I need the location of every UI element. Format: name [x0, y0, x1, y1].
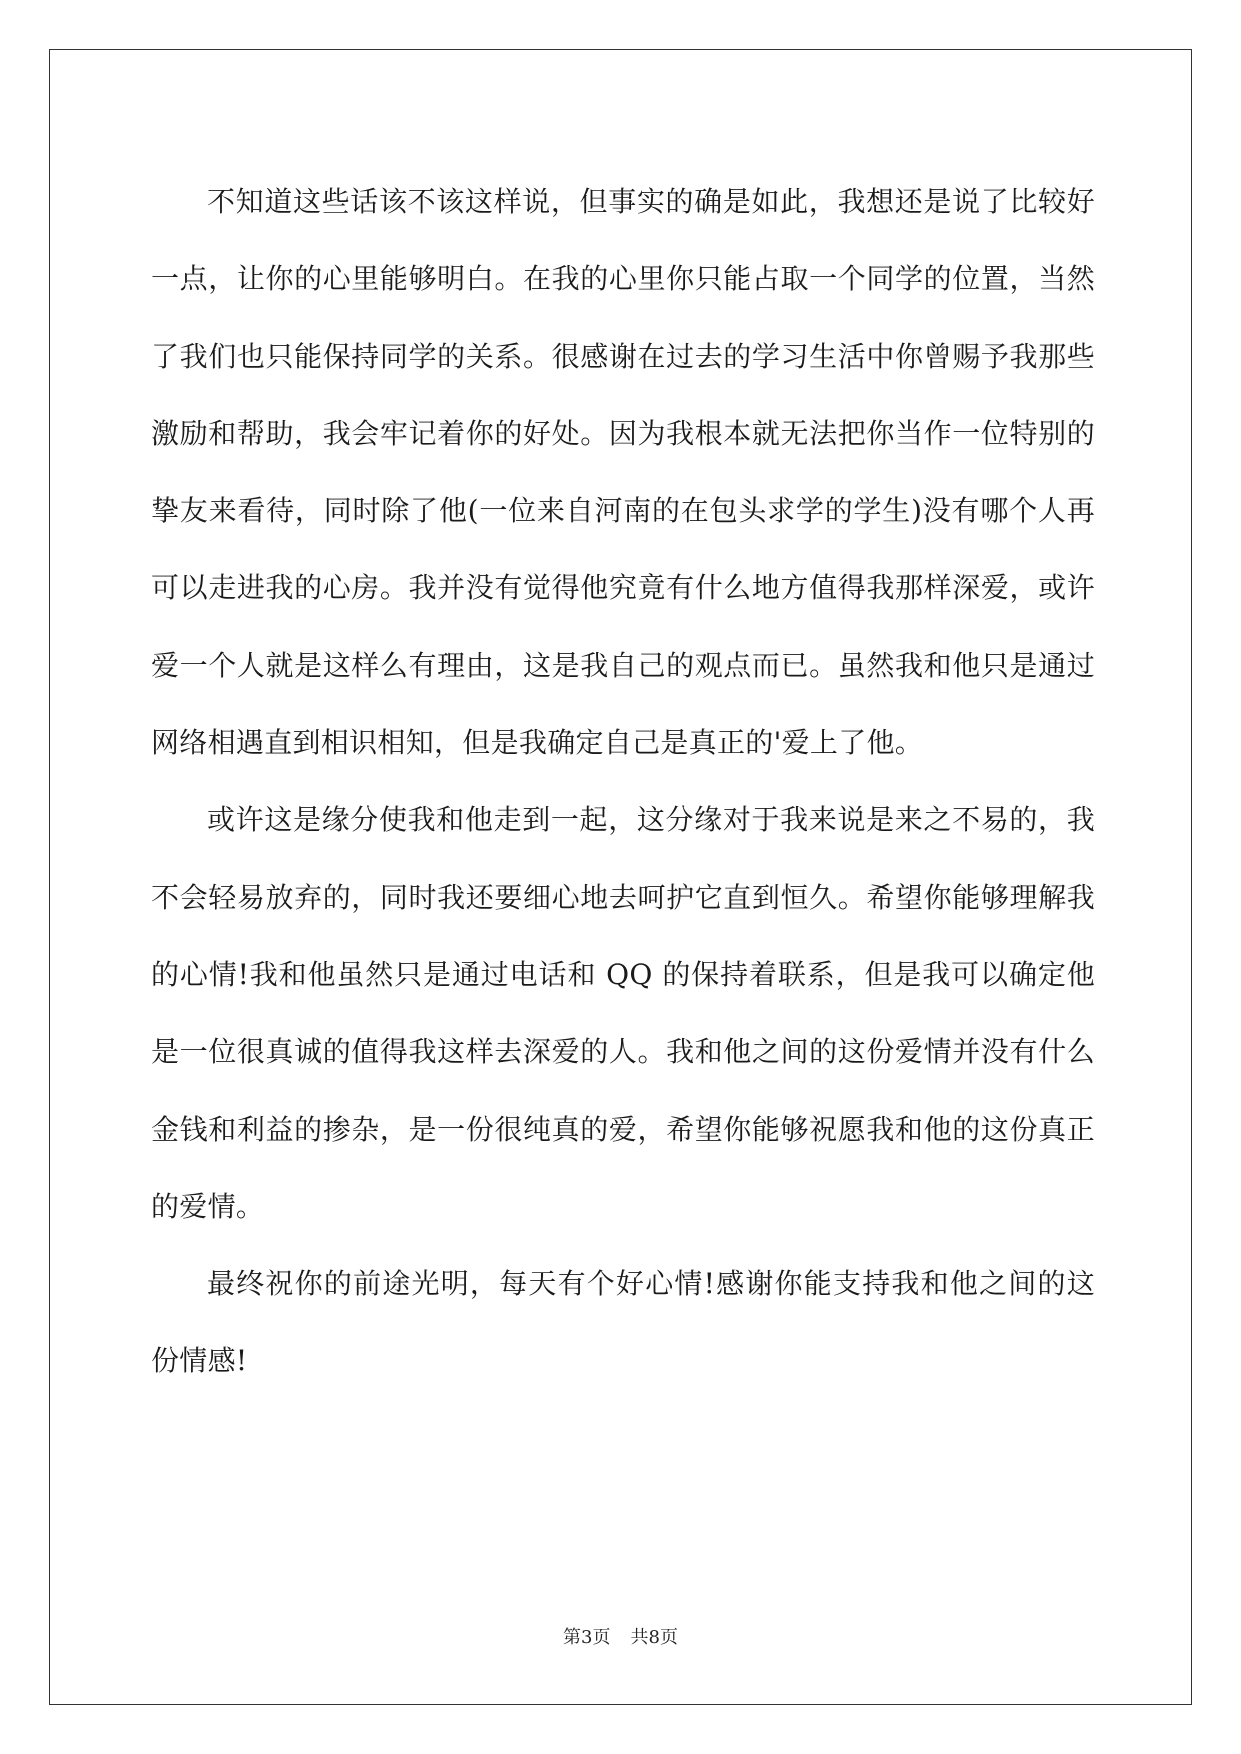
current-page-label: 第3页	[563, 1627, 611, 1648]
paragraph-1: 不知道这些话该不该这样说，但事实的确是如此，我想还是说了比较好一点，让你的心里能够明白。在我的心里你只能占取一个同学的位置，当然了我们也只能保持同学的关系。很感谢在过去的学习生活中你曾赐予我那些激励和帮助，我会牢记着你的好处。因为我根本就无法把你当作一位特别的挚友来看待，同时除了他(一位来自河南的在包头求学的学生)没有哪个人再可以走进我的心房。我并没有觉得他究竟有什么地方值得我那样深爱，或许爱一个人就是这样么有理由，这是我自己的观点而已。虽然我和他只是通过网络相遇直到相识相知，但是我确定自己是真正的'爱上了他。	[151, 185, 1095, 760]
paragraph-3: 最终祝你的前途光明，每天有个好心情!感谢你能支持我和他之间的这份情感!	[151, 1267, 1095, 1378]
page-footer	[0, 1623, 1241, 1649]
total-pages-label: 共8页	[630, 1627, 678, 1648]
document-body	[151, 163, 1095, 1400]
paragraph-2: 或许这是缘分使我和他走到一起，这分缘对于我来说是来之不易的，我不会轻易放弃的，同时我还要细心地去呵护它直到恒久。希望你能够理解我的心情!我和他虽然只是通过电话和 QQ 的保持着联系，但是我可以确定他是一位很真诚的值得我这样去深爱的人。我和他之间的这份爱情并没有什么金钱和利益的掺杂，是一份很纯真的爱，希望你能够祝愿我和他的这份真正的爱情。	[151, 803, 1095, 1223]
